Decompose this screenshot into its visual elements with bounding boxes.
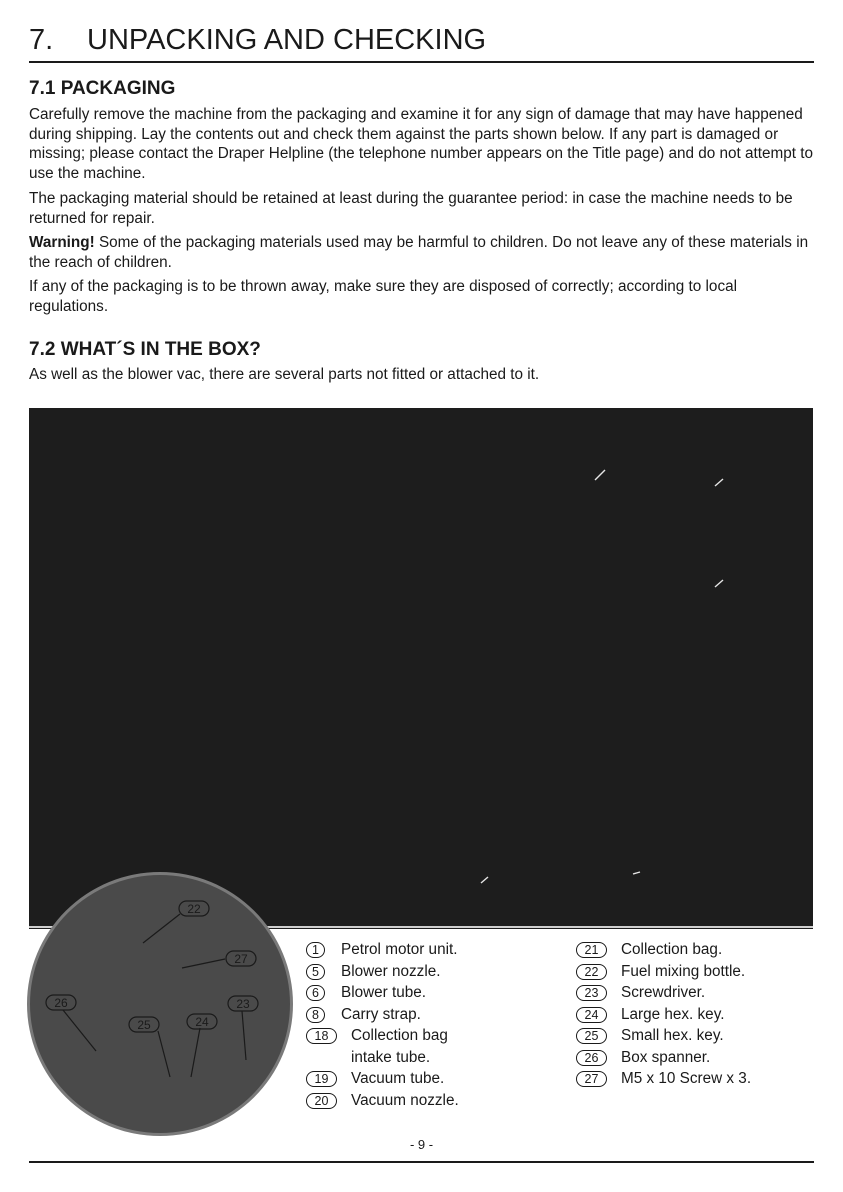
part-number-badge: 25 (576, 1028, 607, 1044)
page-number: - 9 - (409, 1137, 434, 1152)
legend-item (576, 1025, 826, 1047)
legend-item (576, 1004, 826, 1026)
inset-callouts (30, 875, 293, 1136)
part-label: Vacuum nozzle. (351, 1091, 459, 1109)
legend-item (306, 1004, 556, 1026)
callout-leader (158, 1031, 170, 1077)
leader-line (595, 470, 605, 480)
leader-line (481, 877, 488, 883)
callout-number: 22 (187, 902, 201, 916)
accessories-inset (27, 872, 293, 1136)
legend-item (306, 939, 556, 961)
parts-legend-left (306, 939, 556, 1111)
part-number-badge: 1 (306, 942, 325, 958)
part-label: M5 x 10 Screw x 3. (621, 1070, 752, 1087)
part-number-badge: 6 (306, 985, 325, 1001)
part-number-badge: 5 (306, 964, 325, 980)
part-label-continuation: intake tube. (351, 1048, 431, 1066)
callout-number: 24 (195, 1015, 209, 1029)
part-label: Collection bag. (621, 941, 723, 958)
leader-line (633, 872, 640, 874)
callout-leader (143, 914, 180, 943)
part-label: Vacuum tube. (351, 1070, 445, 1087)
part-label: Petrol motor unit. (341, 941, 458, 958)
part-label: Blower nozzle. (341, 962, 441, 980)
packaging-paragraph-1: Carefully remove the machine from the packaging and examine it for any sign of damage that may have happened during shipping. Lay the contents out and check them against the parts shown below. If any part is damaged or missing; please contact the Draper Helpline (the telephone number appears on the Title page) and do not attempt to use the machine. (29, 106, 814, 182)
callout-leader (242, 1011, 246, 1060)
warning-paragraph (29, 233, 819, 272)
legend-item (306, 961, 556, 983)
legend-item (306, 982, 556, 1004)
part-label: Carry strap. (341, 1005, 421, 1023)
part-label: Large hex. key. (621, 1005, 725, 1023)
legend-item (576, 1068, 826, 1090)
part-number-badge: 19 (306, 1071, 337, 1087)
legend-item (576, 961, 826, 983)
part-number-badge: 20 (306, 1093, 337, 1109)
part-number-badge: 27 (576, 1071, 607, 1087)
warning-text: Some of the packaging materials used may be harmful to children. Do not leave any of these materials in the reach of children. (29, 234, 809, 271)
part-number-badge: 21 (576, 942, 607, 958)
box-intro-paragraph: As well as the blower vac, there are several parts not fitted or attached to it. (29, 366, 540, 383)
callout-leader (191, 1028, 200, 1077)
part-label: Small hex. key. (621, 1027, 724, 1044)
legend-item (306, 1025, 556, 1047)
parts-legend-right (576, 939, 826, 1090)
parts-photo (29, 408, 813, 929)
part-number-badge: 26 (576, 1050, 607, 1066)
chapter-number: 7. (29, 24, 54, 56)
photo-leader-lines (29, 408, 813, 929)
part-number-badge: 18 (306, 1028, 337, 1044)
section-heading-packaging: 7.1 PACKAGING (29, 78, 176, 99)
legend-item (576, 1047, 826, 1069)
callout-leader (182, 959, 225, 968)
warning-label: Warning! (29, 234, 95, 251)
legend-item (306, 1068, 556, 1090)
part-label: Screwdriver. (621, 984, 706, 1001)
chapter-title: UNPACKING AND CHECKING (87, 24, 487, 56)
packaging-paragraph-2: The packaging material should be retained at least during the guarantee period: in case the machine needs to be returned for repair. (29, 190, 793, 227)
part-label: Fuel mixing bottle. (621, 962, 746, 980)
section-heading-box-contents: 7.2 WHAT´S IN THE BOX? (29, 339, 261, 360)
part-label: Box spanner. (621, 1048, 711, 1066)
callout-number: 27 (234, 952, 248, 966)
bottom-rule (29, 1161, 814, 1163)
part-label: Blower tube. (341, 984, 427, 1001)
callout-number: 25 (137, 1018, 151, 1032)
part-number-badge: 24 (576, 1007, 607, 1023)
legend-item (576, 939, 826, 961)
callout-number: 26 (54, 996, 68, 1010)
chapter-heading (29, 22, 819, 58)
part-number-badge: 22 (576, 964, 607, 980)
part-label: Collection bag (351, 1027, 448, 1044)
callout-leader (63, 1010, 96, 1051)
legend-item (576, 982, 826, 1004)
callout-number: 23 (236, 997, 250, 1011)
top-rule (29, 61, 814, 63)
legend-item (306, 1090, 556, 1112)
leader-line (715, 479, 723, 486)
leader-line (715, 580, 723, 587)
part-number-badge: 23 (576, 985, 607, 1001)
part-number-badge: 8 (306, 1007, 325, 1023)
packaging-paragraph-4: If any of the packaging is to be thrown away, make sure they are disposed of correctly; according to local regulations. (29, 278, 737, 315)
